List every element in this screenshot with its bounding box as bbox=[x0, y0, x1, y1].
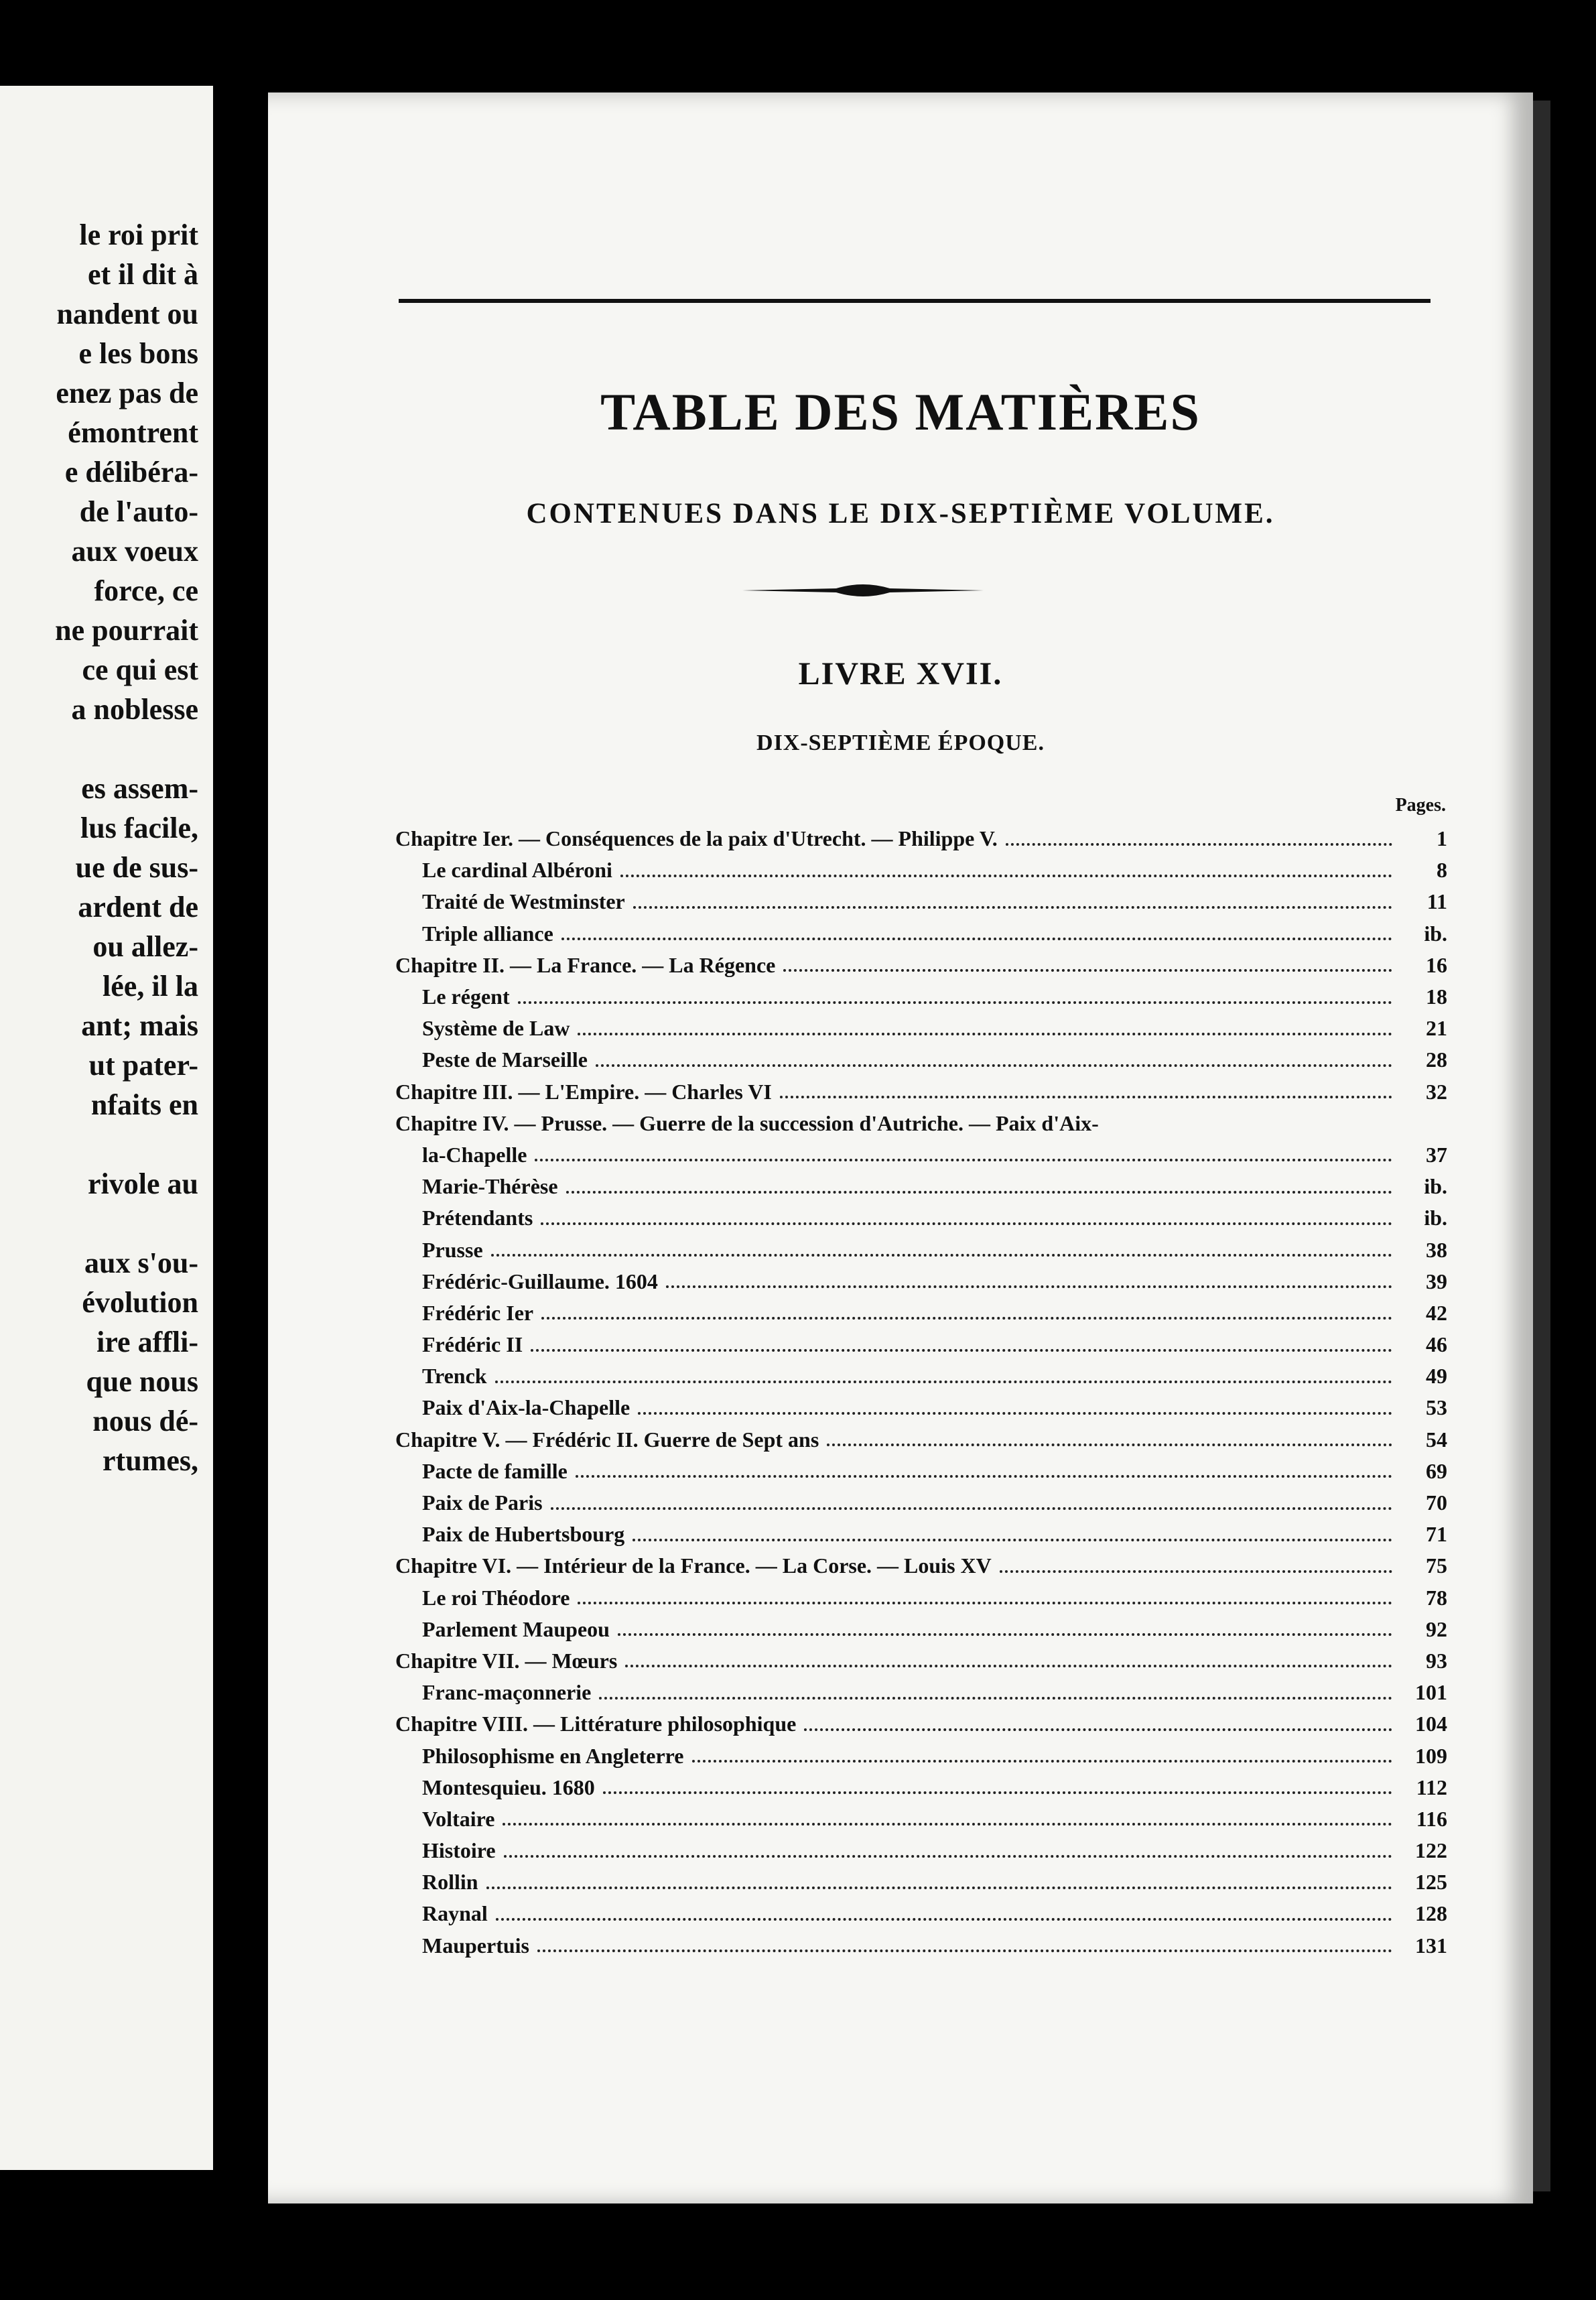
toc-entry bbox=[395, 950, 1447, 981]
toc-entry-page: 71 bbox=[1426, 1522, 1447, 1547]
toc-entry-page: 92 bbox=[1426, 1616, 1447, 1641]
toc-entry bbox=[395, 854, 1447, 886]
left-page-line: lée, il la bbox=[103, 970, 198, 1003]
left-page-line: nfaits en bbox=[90, 1088, 198, 1121]
toc-entry-page: 21 bbox=[1426, 1016, 1447, 1041]
toc-entry-label: Chapitre VIII. — Littérature philosophique bbox=[395, 1712, 797, 1736]
left-page-line: ou allez- bbox=[92, 930, 198, 963]
toc-entry-page: 122 bbox=[1415, 1838, 1447, 1863]
toc-entry-label: Trenck bbox=[422, 1364, 487, 1389]
toc-entry bbox=[395, 1360, 1447, 1392]
toc-entry bbox=[395, 1456, 1447, 1487]
toc-entry bbox=[395, 1930, 1447, 1962]
toc-leader-dots bbox=[578, 1033, 1392, 1035]
toc-leader-dots bbox=[578, 1602, 1392, 1604]
toc-entry-page: ib. bbox=[1424, 1206, 1447, 1230]
toc-entry-page: 109 bbox=[1415, 1743, 1447, 1768]
toc-entry bbox=[395, 1108, 1447, 1139]
toc-entry-label: Traité de Westminster bbox=[422, 889, 625, 914]
toc-entry bbox=[395, 1519, 1447, 1550]
toc-entry-page: 112 bbox=[1416, 1775, 1447, 1799]
pages-column-header: Pages. bbox=[1395, 795, 1446, 816]
toc-entry-label: Chapitre III. — L'Empire. — Charles VI bbox=[395, 1079, 772, 1104]
toc-leader-dots bbox=[618, 1633, 1392, 1636]
toc-leader-dots bbox=[491, 1254, 1392, 1257]
top-rule bbox=[399, 299, 1431, 303]
toc-entry-label: Chapitre IV. — Prusse. — Guerre de la succession d'Autriche. — Paix d'Aix- bbox=[395, 1110, 1099, 1135]
toc-entry-label: Pacte de famille bbox=[422, 1458, 568, 1483]
toc-entry-label: Frédéric Ier bbox=[422, 1300, 534, 1325]
toc-entry bbox=[395, 1582, 1447, 1614]
left-page-line: a noblesse bbox=[71, 693, 198, 726]
left-page-line: ce qui est bbox=[82, 653, 198, 686]
toc-entry bbox=[395, 1424, 1447, 1456]
toc-entry-label: Franc-maçonnerie bbox=[422, 1680, 592, 1705]
left-page-line: ne pourrait bbox=[55, 614, 198, 647]
left-page-line: lus facile, bbox=[80, 812, 198, 844]
toc-entry-label: Voltaire bbox=[422, 1806, 495, 1831]
left-page-line: de l'auto- bbox=[79, 495, 198, 528]
toc-leader-dots bbox=[541, 1222, 1392, 1225]
toc-entry-page: 8 bbox=[1437, 858, 1447, 883]
toc-entry-page: 37 bbox=[1426, 1142, 1447, 1167]
toc-entry-page: 75 bbox=[1426, 1553, 1447, 1578]
toc-entry-page: 125 bbox=[1415, 1870, 1447, 1895]
toc-leader-dots bbox=[692, 1760, 1393, 1763]
toc-leader-dots bbox=[804, 1728, 1392, 1731]
toc-entry bbox=[395, 1202, 1447, 1234]
toc-entry bbox=[395, 1740, 1447, 1771]
toc-entry-label: la-Chapelle bbox=[422, 1142, 527, 1167]
toc-entry-page: 93 bbox=[1426, 1648, 1447, 1673]
toc-leader-dots bbox=[503, 1823, 1392, 1826]
toc-entry bbox=[395, 1487, 1447, 1519]
page-subtitle: CONTENUES DANS LE DIX-SEPTIÈME VOLUME. bbox=[526, 498, 1275, 529]
toc-entry-label: Rollin bbox=[422, 1870, 478, 1895]
left-page-line: et il dit à bbox=[88, 258, 198, 291]
toc-leader-dots bbox=[495, 1381, 1392, 1383]
toc-leader-dots bbox=[827, 1444, 1392, 1446]
toc-entry bbox=[395, 1392, 1447, 1423]
toc-entry-page: 131 bbox=[1415, 1933, 1447, 1958]
toc-entry-label: Le cardinal Albéroni bbox=[422, 858, 612, 883]
toc-entry bbox=[395, 1645, 1447, 1677]
toc-entry bbox=[395, 1329, 1447, 1360]
left-page-line: évolution bbox=[82, 1286, 198, 1319]
left-page-line: force, ce bbox=[94, 574, 198, 607]
epoque-heading: DIX-SEPTIÈME ÉPOQUE. bbox=[756, 730, 1045, 755]
toc-entry-label: Prusse bbox=[422, 1237, 483, 1262]
toc-entry-label: Parlement Maupeou bbox=[422, 1616, 610, 1641]
toc-leader-dots bbox=[541, 1317, 1392, 1320]
toc-entry-page: 116 bbox=[1416, 1806, 1447, 1831]
toc-entry bbox=[395, 886, 1447, 917]
toc-entry bbox=[395, 1772, 1447, 1803]
toc-entry-label: Montesquieu. 1680 bbox=[422, 1775, 595, 1799]
toc-entry-page: 104 bbox=[1415, 1712, 1447, 1736]
toc-entry-label: Peste de Marseille bbox=[422, 1047, 588, 1072]
ornament-divider bbox=[742, 580, 984, 600]
toc-entry bbox=[395, 1139, 1447, 1171]
toc-entry-label: Chapitre V. — Frédéric II. Guerre de Sept ans bbox=[395, 1427, 819, 1452]
toc-leader-dots bbox=[620, 875, 1392, 877]
toc-entry bbox=[395, 1266, 1447, 1297]
toc-entry-page: 101 bbox=[1415, 1680, 1447, 1705]
left-page-line: le roi prit bbox=[79, 218, 198, 251]
toc-entry-label: Philosophisme en Angleterre bbox=[422, 1743, 684, 1768]
toc-entry-label: Triple alliance bbox=[422, 921, 553, 946]
toc-entry bbox=[395, 1677, 1447, 1708]
toc-entry-label: Frédéric II bbox=[422, 1332, 523, 1357]
toc-entry-page: 128 bbox=[1415, 1901, 1447, 1926]
toc-entry bbox=[395, 1234, 1447, 1265]
toc-leader-dots bbox=[633, 1539, 1392, 1541]
toc-leader-dots bbox=[537, 1950, 1392, 1952]
toc-entry-page: ib. bbox=[1424, 921, 1447, 946]
toc-leader-dots bbox=[783, 969, 1392, 972]
toc-leader-dots bbox=[596, 1064, 1392, 1067]
toc-entry-label: Raynal bbox=[422, 1901, 488, 1926]
toc-entry-label: Le régent bbox=[422, 984, 510, 1009]
left-facing-page bbox=[0, 86, 213, 2170]
left-page-line: aux voeux bbox=[71, 535, 198, 568]
toc-entry-page: 39 bbox=[1426, 1269, 1447, 1293]
toc-entry-page: 42 bbox=[1426, 1300, 1447, 1325]
left-page-line: e délibéra- bbox=[64, 456, 198, 489]
toc-entry-page: 49 bbox=[1426, 1364, 1447, 1389]
toc-entry bbox=[395, 1550, 1447, 1582]
toc-leader-dots bbox=[780, 1096, 1392, 1098]
toc-entry bbox=[395, 1297, 1447, 1329]
toc-entry-page: ib. bbox=[1424, 1174, 1447, 1199]
toc-entry-label: Le roi Théodore bbox=[422, 1585, 570, 1610]
toc-entry bbox=[395, 1803, 1447, 1835]
left-page-line: rivole au bbox=[88, 1167, 198, 1200]
toc-leader-dots bbox=[486, 1887, 1392, 1889]
toc-entry bbox=[395, 823, 1447, 854]
toc-leader-dots bbox=[535, 1159, 1392, 1161]
toc-entry bbox=[395, 1708, 1447, 1740]
page-edge bbox=[1533, 101, 1550, 2191]
toc-leader-dots bbox=[566, 1191, 1392, 1194]
toc-entry-page: 38 bbox=[1426, 1237, 1447, 1262]
toc-entry-label: Frédéric-Guillaume. 1604 bbox=[422, 1269, 658, 1293]
left-page-line: ire affli- bbox=[96, 1326, 198, 1358]
toc-leader-dots bbox=[518, 1001, 1392, 1004]
toc-entry bbox=[395, 1835, 1447, 1866]
toc-entry-label: Chapitre Ier. — Conséquences de la paix d'Utrecht. — Philippe V. bbox=[395, 826, 998, 851]
toc-entry-label: Maupertuis bbox=[422, 1933, 529, 1958]
toc-entry-label: Histoire bbox=[422, 1838, 496, 1863]
left-page-line: ant; mais bbox=[81, 1009, 198, 1042]
toc-entry-page: 78 bbox=[1426, 1585, 1447, 1610]
toc-leader-dots bbox=[531, 1349, 1392, 1352]
toc-entry-page: 32 bbox=[1426, 1079, 1447, 1104]
left-page-line: rtumes, bbox=[103, 1444, 198, 1477]
toc-entry-page: 69 bbox=[1426, 1458, 1447, 1483]
toc-leader-dots bbox=[638, 1412, 1392, 1415]
left-page-line: que nous bbox=[86, 1365, 198, 1398]
toc-entry bbox=[395, 1898, 1447, 1929]
toc-leader-dots bbox=[633, 906, 1392, 909]
toc-entry-page: 18 bbox=[1426, 984, 1447, 1009]
toc-leader-dots bbox=[1006, 843, 1392, 846]
left-page-line: es assem- bbox=[81, 772, 198, 805]
toc-leader-dots bbox=[603, 1791, 1392, 1794]
toc-leader-dots bbox=[1000, 1570, 1392, 1573]
toc-leader-dots bbox=[576, 1475, 1392, 1478]
page-title: TABLE DES MATIÈRES bbox=[600, 383, 1201, 441]
toc-entry-label: Paix de Hubertsbourg bbox=[422, 1522, 625, 1547]
left-page-line: enez pas de bbox=[56, 377, 198, 409]
toc-entry-page: 28 bbox=[1426, 1047, 1447, 1072]
toc-entry-page: 16 bbox=[1426, 952, 1447, 977]
toc-entry bbox=[395, 918, 1447, 950]
toc-leader-dots bbox=[625, 1665, 1392, 1667]
toc-entry bbox=[395, 1866, 1447, 1898]
toc-entry-label: Marie-Thérèse bbox=[422, 1174, 558, 1199]
toc-entry-label: Prétendants bbox=[422, 1206, 533, 1230]
toc-leader-dots bbox=[504, 1855, 1392, 1858]
toc-entry bbox=[395, 1076, 1447, 1108]
toc-leader-dots bbox=[561, 938, 1392, 940]
toc-entry-page: 46 bbox=[1426, 1332, 1447, 1357]
toc-leader-dots bbox=[551, 1507, 1392, 1510]
toc-leader-dots bbox=[666, 1285, 1392, 1288]
livre-heading: LIVRE XVII. bbox=[798, 656, 1003, 692]
toc-entry bbox=[395, 1614, 1447, 1645]
toc-leader-dots bbox=[599, 1697, 1392, 1700]
main-page bbox=[268, 92, 1533, 2203]
toc-entry bbox=[395, 981, 1447, 1013]
left-page-line: aux s'ou- bbox=[84, 1247, 198, 1279]
left-page-line: ue de sus- bbox=[75, 851, 198, 884]
toc-entry-label: Chapitre VII. — Mœurs bbox=[395, 1648, 618, 1673]
left-page-line: nous dé- bbox=[92, 1405, 198, 1438]
toc-entry-page: 1 bbox=[1437, 826, 1447, 851]
toc-entry-page: 53 bbox=[1426, 1395, 1447, 1420]
toc-entry bbox=[395, 1013, 1447, 1044]
table-of-contents bbox=[395, 823, 1447, 1962]
left-page-line: e les bons bbox=[78, 337, 198, 370]
toc-entry-page: 70 bbox=[1426, 1490, 1447, 1515]
left-page-line: nandent ou bbox=[56, 298, 198, 330]
toc-entry-label: Paix d'Aix-la-Chapelle bbox=[422, 1395, 630, 1420]
toc-entry-label: Chapitre II. — La France. — La Régence bbox=[395, 952, 776, 977]
toc-entry-label: Chapitre VI. — Intérieur de la France. — La Corse. — Louis XV bbox=[395, 1553, 992, 1578]
toc-entry bbox=[395, 1044, 1447, 1076]
toc-leader-dots bbox=[496, 1918, 1392, 1921]
toc-entry-label: Système de Law bbox=[422, 1016, 570, 1041]
toc-entry bbox=[395, 1171, 1447, 1202]
left-page-line: ut pater- bbox=[88, 1049, 198, 1082]
left-page-line: émontrent bbox=[68, 416, 198, 449]
left-page-line: ardent de bbox=[78, 891, 198, 923]
toc-entry-page: 54 bbox=[1426, 1427, 1447, 1452]
toc-entry-page: 11 bbox=[1426, 889, 1447, 914]
toc-entry-label: Paix de Paris bbox=[422, 1490, 543, 1515]
